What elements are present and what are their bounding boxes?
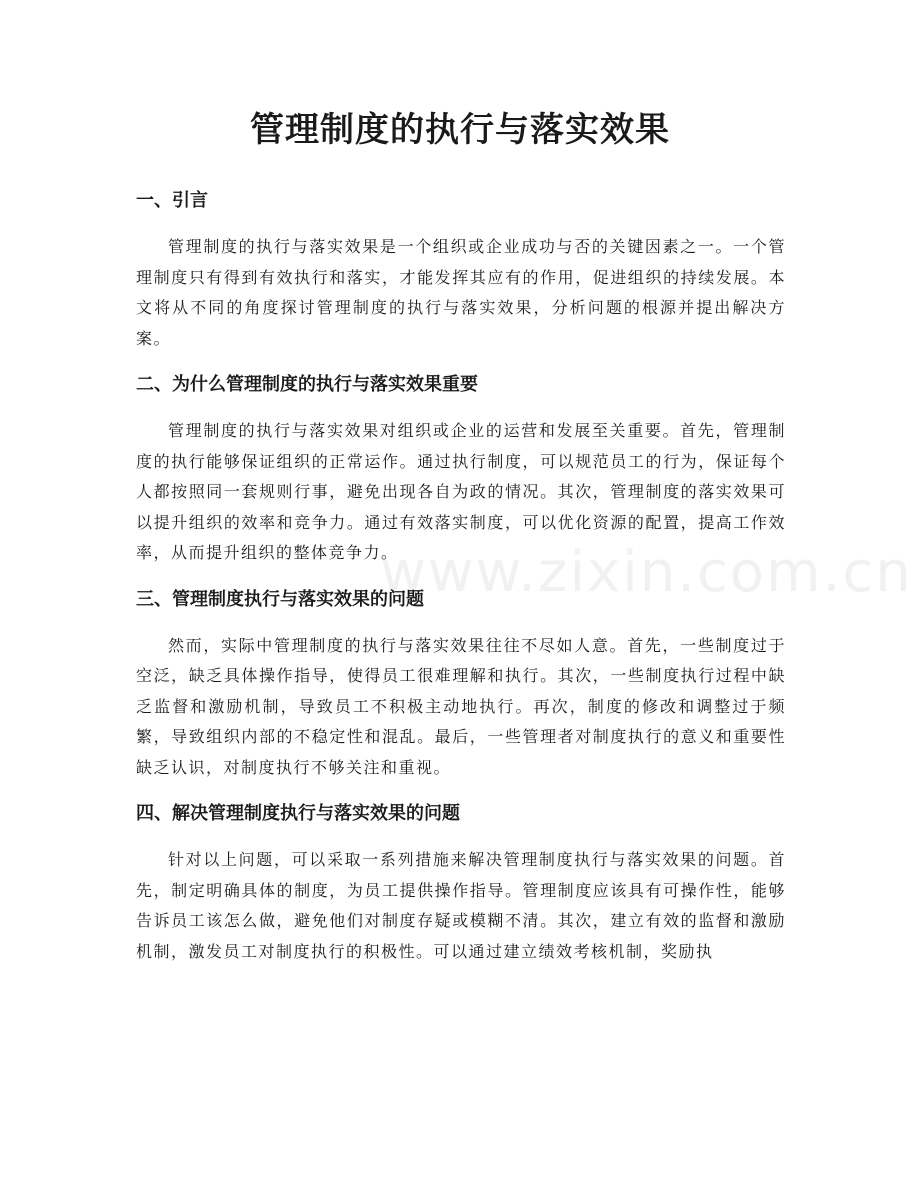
- section-paragraph: 管理制度的执行与落实效果是一个组织或企业成功与否的关键因素之一。一个管理制度只有得到有效执行和落实，才能发挥其应有的作用，促进组织的持续发展。本文将从不同的角度探讨管理制度的执行与落实效果，分析问题的根源并提出解决方案。: [136, 237, 786, 348]
- section-heading: 四、解决管理制度执行与落实效果的问题: [136, 803, 460, 824]
- section-problems: [136, 585, 786, 784]
- section-paragraph: 针对以上问题，可以采取一系列措施来解决管理制度执行与落实效果的问题。首先，制定明确具体的制度，为员工提供操作指导。管理制度应该具有可操作性，能够告诉员工该怎么做，避免他们对制度存疑或模糊不清。其次，建立有效的监督和激励机制，激发员工对制度执行的积极性。可以通过建立绩效考核机制，奖励执: [136, 850, 786, 961]
- document-body: [136, 186, 786, 983]
- section-heading: 二、为什么管理制度的执行与落实效果重要: [136, 374, 478, 395]
- section-paragraph: 然而，实际中管理制度的执行与落实效果往往不尽如人意。首先，一些制度过于空泛，缺乏具体操作指导，使得员工很难理解和执行。其次，一些制度执行过程中缺乏监督和激励机制，导致员工不积极主动地执行。再次，制度的修改和调整过于频繁，导致组织内部的不稳定性和混乱。最后，一些管理者对制度执行的意义和重要性缺乏认识，对制度执行不够关注和重视。: [136, 635, 786, 777]
- section-heading: 三、管理制度执行与落实效果的问题: [136, 588, 424, 610]
- section-paragraph: 管理制度的执行与落实效果对组织或企业的运营和发展至关重要。首先，管理制度的执行能够保证组织的正常运作。通过执行制度，可以规范员工的行为，保证每个人都按照同一套规则行事，避免出现各自为政的情况。其次，管理制度的落实效果可以提升组织的效率和竞争力。通过有效落实制度，可以优化资源的配置，提高工作效率，从而提升组织的整体竞争力。: [136, 421, 786, 562]
- section-introduction: [136, 186, 786, 354]
- section-importance: [136, 370, 786, 569]
- section-solutions: [136, 799, 786, 967]
- page-title: 管理制度的执行与落实效果: [250, 110, 670, 150]
- watermark: www.zixin.com.cn: [380, 540, 913, 605]
- section-heading: 一、引言: [136, 190, 208, 211]
